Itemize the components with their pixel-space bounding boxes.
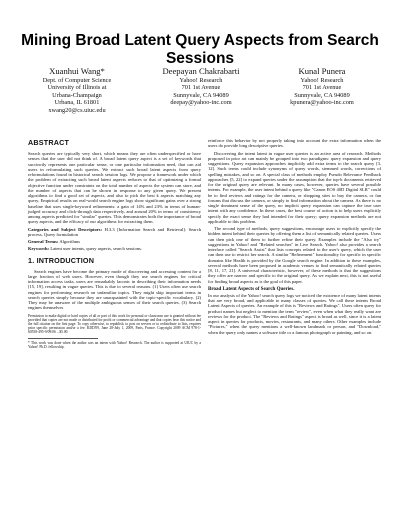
copyright-notice: Permission to make digital or hard copies of all or part of this work for personal or classroom use is granted without fee provided that copies are not made or distributed for profit or commercial advantage and that copies bear this notice and the full citation on the first page. To copy otherwise, to republish, to post on servers or to redistribute to lists, requires prior specific permission and/or a fee. KDD'09, June 28-July 1, 2009, Paris, France. Copyright 2009 ACM 978-1-60558-495-9/09/06 ...$5.00. (28, 313, 201, 335)
section-subheading: Broad Latent Aspects of Search Queries. (208, 286, 295, 292)
author-affiliation: Dept. of Computer Science (42, 77, 112, 84)
general-terms (28, 239, 201, 244)
author-affiliation: Yahoo! Research (179, 77, 223, 84)
paragraph: The second type of methods, query suggestions, encourage users to explicitly specify the hidden intent behind their queries by offering them a list of semantically related queries. Users can then pick one of them to further refine their query. Examples include the "Also try" suggestions in Yahoo! and "Related searches" in Live Search. Yahoo! also provides a search interface called "Search Assist" that lists concepts related to the user's query, which the user can then use to restrict her search. A similar "Refinement" functionality for specific in specific domains like Health is provided by the Google search engine. In addition to these examples, several methods have been proposed in academic venues to find semantically related queries [8, 11, 17, 21]. A universal characteristic, however, of these methods is that the suggestions they offer are narrow and specific to the original query. As we explain next, this is not useful for finding broad aspects as is the goal of this paper. (208, 226, 381, 284)
author-email: deepay@yahoo-inc.com (170, 99, 232, 107)
paper-title: Mining Broad Latent Query Aspects from Search Sessions (21, 32, 379, 67)
author-3 (262, 66, 382, 107)
author-address: 701 1st Avenue (181, 84, 221, 92)
categories-text: H.3.3 [Information Search and Retrieval]: Search process, Query formulation (28, 226, 201, 237)
categories-heading: Categories and Subject Descriptors: (28, 226, 103, 232)
intro-text: Search engines have become the primary mode of discovering and accessing content for a large fraction of web users. However, even though they use search engines for critical information access tasks, users are remarkably laconic in describing their information needs [15, 19], resulting in vague queries. This is due to several reasons. (1) Users often use search engines for performing research on unfamiliar topics. They might skip important terms in search queries simply because they are unacquainted with the topic-specific vocabulary. (2) They may be unaware of the multiple ambiguous senses of their search queries. (3) Search engines themselves (28, 268, 201, 311)
abstract-text: Search queries are typically very short, which means they are often underspecified or have senses that the user did not think of. A broad latent query aspect is a set of keywords that succinctly represents one particular sense, or one particular information need, that can aid users in reformulating such queries. We extract such broad latent aspects from query reformulations found in historical search session logs. We propose a framework under which the problem of extracting such broad latent aspects reduces to that of optimizing a formal objective function under constraints on the total number of aspects the system can store, and the number of aspects that can be shown in response to any given query. We present algorithms to find a good set of aspects, and also to pick the best k aspects matching any query. Empirical results on real-world search engine logs show significant gains over a strong baseline that uses single-keyword refinements: a gain of 14% and 23% in terms of human-judged accuracy and click-through data respectively, and around 20% in terms of consistency among aspects predicted for "similar" queries. This demonstrates both the importance of broad query aspects, and the efficacy of our algorithms for extracting them. (28, 151, 201, 225)
footnote: * This work was done when the author was an intern with Yahoo! Research. The author is supported at UIUC by a Yahoo! Ph.D. fellowship. (28, 340, 201, 349)
keywords (28, 246, 201, 251)
author-name: Xuanhui Wang* (49, 66, 105, 76)
intro-heading: 1. INTRODUCTION (28, 255, 95, 265)
general-terms-heading: General Terms: (28, 239, 59, 244)
categories (28, 227, 201, 238)
paragraph: In our analysis of the Yahoo! search query logs we noticed the existence of many latent intents that are very broad, and applicable to many classes of queries. We call these intents Broad Latent Aspects of queries. An example of this is "Reviews and Ratings". Users often query for product names but neglect to mention the term "review", even when what they really want are reviews for the product. The "Reviews and Ratings" aspect is broad as well, since it is a latent aspect in queries for products, movies, restaurants, and many others. Other examples include "Pictures," when the query mentions a well-known landmark or person, and "Download," when the query only names a software title or a famous photograph or painting, and so on. (208, 292, 381, 335)
author-affiliation: Yahoo! Research (300, 77, 344, 84)
right-column (208, 138, 381, 337)
author-email: xwang20@cs.uiuc.edu (48, 106, 106, 114)
abstract-heading: ABSTRACT (28, 138, 70, 147)
left-column (28, 138, 201, 349)
keywords-text: Latent user intents, query aspects, search sessions. (50, 246, 142, 252)
author-address: Urbana, IL 61801 (54, 99, 100, 107)
author-address: Sunnyvale, CA 94089 (294, 91, 350, 99)
general-terms-text: Algorithms (59, 239, 81, 244)
author-affiliation: Urbana-Champaign (52, 91, 102, 99)
author-name: Deepayan Chakrabarti (162, 66, 240, 76)
author-email: kpunera@yahoo-inc.com (290, 99, 354, 107)
paragraph: reinforce this behavior by not properly taking into account the extra information when the users do provide long descriptive queries. (208, 138, 381, 149)
author-address: 701 1st Avenue (302, 84, 342, 92)
paragraph: Discovering the intent latent in vague user queries is an active area of research. Methods proposed in prior art can mainly be grouped into two paradigms: query expansion and query suggestions. Query expansion approaches implicitly add extra terms to the search query [3, 12]. Such terms could include synonyms of query words, stemmed words, corrections of spelling mistakes, and so on. A special class of methods employ Pseudo Relevance Feedback approaches [5, 22] to expand queries under the assumption that the top-k documents retrieved for the original query are relevant. In many cases, however, queries have several possible intents. For example, the user intent behind a query like "Canon EOS 40D Digital SLR" could be to find reviews and ratings for the camera, or shopping sites to buy the camera, or fan forums that discuss the camera, or simply to find information about the camera. As there is no single dominant sense of the query, no implicit query expansion can capture the true user intent with any confidence. In these cases, the best course of action is to help users explicitly specify the exact sense they had intended for their query; query expansion methods are not applicable to this problem. (208, 150, 381, 224)
author-1 (18, 66, 136, 114)
keywords-heading: Keywords: (28, 246, 50, 252)
author-affiliation: University of Illinois at (47, 84, 107, 92)
author-2 (146, 66, 256, 107)
footnote-rule (28, 338, 98, 339)
author-name: Kunal Punera (298, 66, 346, 76)
author-address: Sunnyvale, CA 94089 (173, 91, 229, 99)
